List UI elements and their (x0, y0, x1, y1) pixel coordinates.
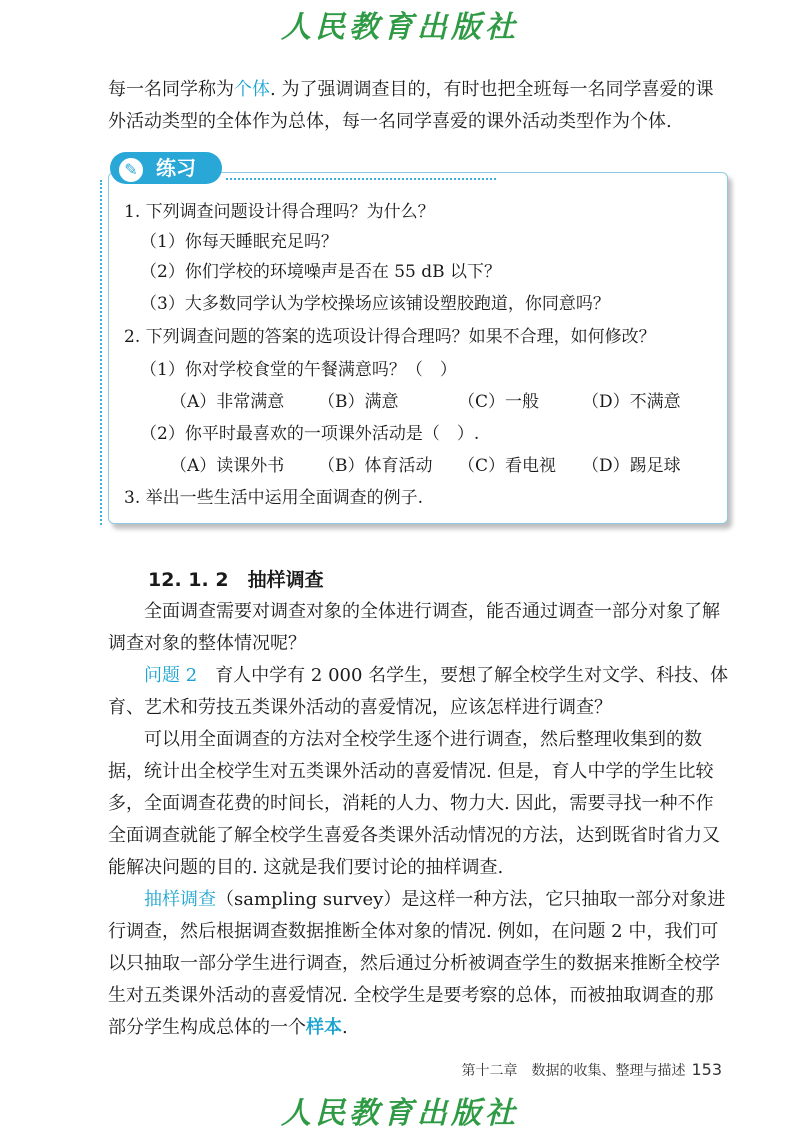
exercise-q1: 1. 下列调查问题设计得合理吗？为什么？ (124, 202, 435, 222)
option-q2-b: （B）体育活动 (318, 456, 433, 476)
option-q2-d: （D）踢足球 (582, 456, 681, 476)
problem-2-paragraph (108, 660, 730, 724)
exercise-q1-1: （1）你每天睡眠充足吗？ (140, 232, 338, 252)
exercise-q2-2: （2）你平时最喜欢的一项课外活动是（ ）. (140, 424, 480, 444)
option-q2-a: （A）读课外书 (170, 456, 285, 476)
exercise-q3: 3. 举出一些生活中运用全面调查的例子. (124, 488, 424, 508)
problem-label: 问题 2 (144, 665, 198, 686)
footer-chapter: 第十二章 数据的收集、整理与描述 (461, 1063, 686, 1079)
sampling-definition-paragraph (108, 884, 730, 1044)
section-title: 抽样调查 (247, 569, 324, 591)
intro-text-a: 每一名同学称为 (108, 79, 234, 100)
term-individual: 个体 (234, 79, 270, 100)
body-paragraph-3: 可以用全面调查的方法对全校学生逐个进行调查，然后整理收集到的数据，统计出全校学生对五类课外活动的喜爱情况. 但是，育人中学的学生比较多，全面调查花费的时间长，消耗的人力、物力大. 因此，需要寻找一种不作全面调查就能了解全校学生喜爱各类课外活动情况的方法，达到既省时省力又能解决问题的目的. 这就是我们要讨论的抽样调查. (108, 729, 720, 878)
problem-text: 育人中学有 2 000 名学生，要想了解全校学生对文学、科技、体育、艺术和劳技五类课外活动的喜爱情况，应该怎样进行调查？ (108, 665, 729, 718)
publisher-watermark-bottom: 人民教育出版社 (281, 1096, 519, 1131)
section-heading (148, 565, 324, 592)
section-number: 12. 1. 2 (148, 569, 229, 591)
exercise-title: 练习 (156, 156, 196, 180)
term-sample: 样本 (306, 1017, 342, 1038)
publisher-watermark-top: 人民教育出版社 (281, 10, 519, 45)
page-footer (461, 1060, 722, 1080)
option-q1-c: （C）一般 (458, 392, 540, 412)
exercise-q2-1: （1）你对学校食堂的午餐满意吗？（ ） (140, 360, 457, 380)
option-q1-b: （B）满意 (318, 392, 399, 412)
exercise-dotted-top (226, 178, 496, 180)
sampling-text-end: . (342, 1017, 348, 1038)
intro-text-b: . 为了强调调查目的，有时也把全班每一名同学喜爱的课外活动类型的全体作为总体，每一名同学喜爱的课外活动类型作为个体. (108, 79, 714, 132)
option-q2-c: （C）看电视 (458, 456, 557, 476)
exercise-q1-2: （2）你们学校的环境噪声是否在 55 dB 以下？ (140, 262, 502, 282)
exercise-q1-3: （3）大多数同学认为学校操场应该铺设塑胶跑道，你同意吗？ (140, 294, 610, 314)
term-sampling-survey: 抽样调查 (144, 889, 216, 910)
page-number: 153 (691, 1060, 722, 1079)
option-q1-d: （D）不满意 (582, 392, 681, 412)
exercise-q2: 2. 下列调查问题的答案的选项设计得合理吗？如果不合理，如何修改？ (124, 327, 656, 347)
intro-paragraph (108, 74, 730, 138)
option-q1-a: （A）非常满意 (170, 392, 285, 412)
body-paragraph-1: 全面调查需要对调查对象的全体进行调查，能否通过调查一部分对象了解调查对象的整体情况呢？ (108, 601, 720, 654)
sampling-text: （sampling survey）是这样一种方法，它只抽取一部分对象进行调查，然后根据调查数据推断全体对象的情况. 例如，在问题 2 中，我们可以只抽取一部分学生进行调查，然后通过分析被调查学生的数据来推断全校学生对五类课外活动的喜爱情况. 全校学生是要考察的总体，而被抽取调查的那部分学生构成总体的一个 (108, 889, 726, 1038)
exercise-dotted-border (100, 180, 102, 525)
pencil-icon: ✎ (124, 160, 138, 179)
